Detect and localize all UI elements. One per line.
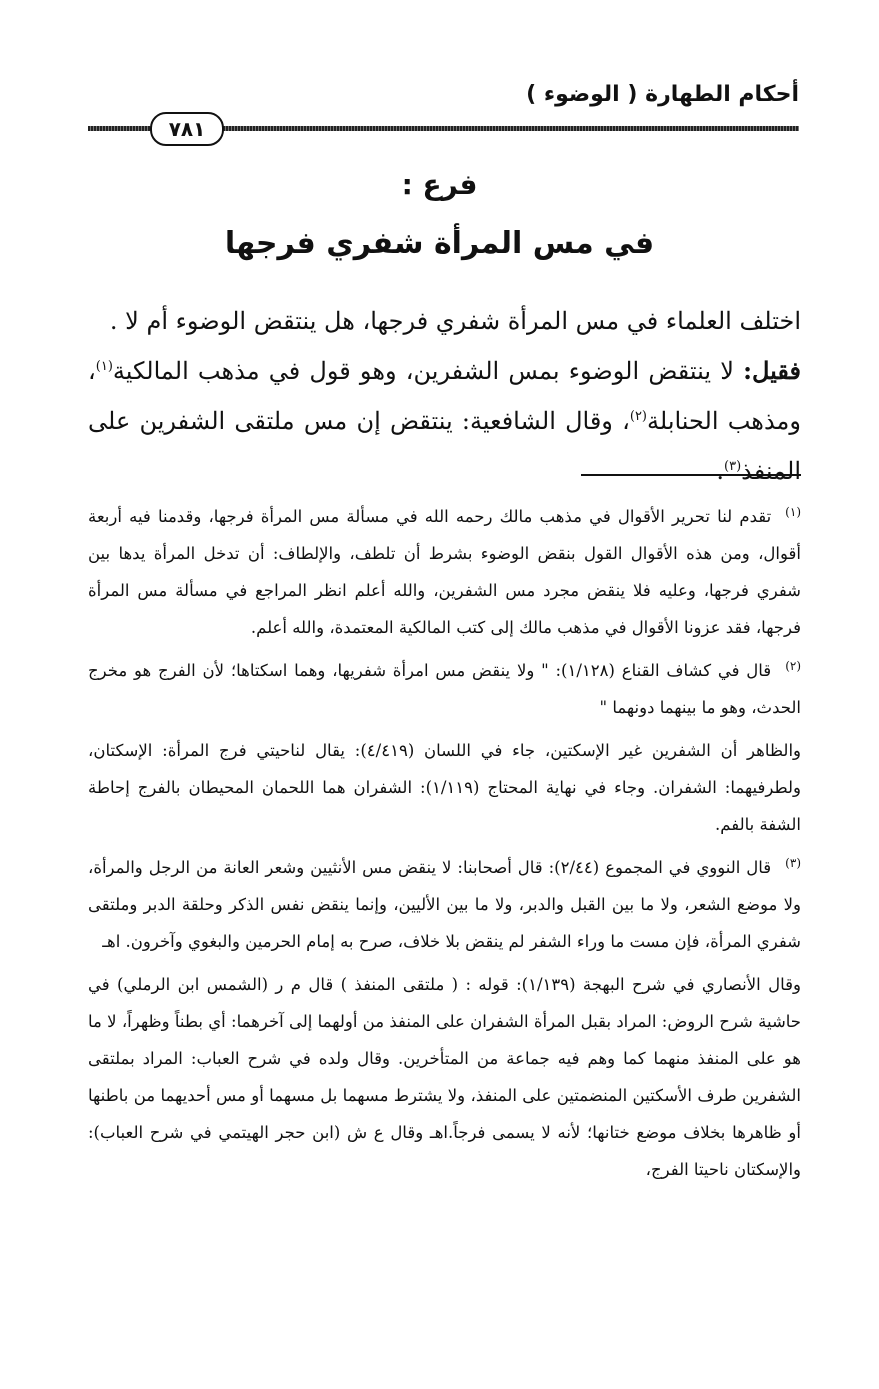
section-label: فرع : (401, 168, 478, 201)
footnote-text: قال النووي في المجموع (٢/٤٤): قال أصحابنا: لا ينقض مس الأنثيين وشعر العانة من الرجل والمرأة، ولا موضع الشعر، ولا ما بين القبل والدبر، ولا ما بين الأليين، وإنما ينقض نفس الذكر وحلقة الدبر وملتقى شفري المرأة، فإن مست ما وراء الشفر لم ينقض بلا خلاف، صرح به إمام الحرمين والبغوي وآخرون. اهـ (88, 858, 801, 951)
footnote-ref-3[interactable]: (٣) (724, 459, 742, 474)
footnote-text: قال في كشاف القناع (١/١٢٨): " ولا ينقض مس امرأة شفريها، وهما اسكتاها؛ لأن الفرج هو مخرج الحدث، وهو ما بينهما دونهما " (88, 661, 801, 717)
footnote-ref-1[interactable]: (١) (95, 359, 113, 374)
running-head: أحكام الطهارة ( الوضوء ) (526, 82, 799, 107)
footnote-ref-2[interactable]: (٢) (629, 409, 647, 424)
footnote-2-continuation: والظاهر أن الشفرين غير الإسكتين، جاء في اللسان (٤/٤١٩): يقال لناحيتي فرج المرأة: الإسكتان، ولطرفيهما: الشفران. وجاء في نهاية المحتاج (١/١١٩): الشفران هما اللحمان المحيطان بالفرج إحاطة الشفة بالفم. (88, 741, 802, 834)
section-title: في مس المرأة شفري فرجها (224, 226, 655, 261)
footnote-3 (88, 849, 801, 960)
footnote-1 (88, 498, 801, 646)
footnote-number: (٣) (785, 855, 801, 870)
footnote-number: (٢) (785, 658, 802, 673)
footnote-number: (١) (785, 504, 801, 519)
footnotes (88, 498, 801, 1194)
footnote-3-continuation: وقال الأنصاري في شرح البهجة (١/١٣٩): قوله : ( ملتقى المنفذ ) قال م ر (الشمس ابن الرملي) في حاشية شرح الروض: المراد بقبل المرأة الشفران على المنفذ من أولهما إلى آخرهما: أي بطناً وظهراً، لا ما هو على المنفذ منهما كما وهم فيه جماعة من المتأخرين. وقال ولده في شرح العباب: المراد بملتقى الشفرين طرف الأسكتين المنضمتين على المنفذ، ولا يشترط مسهما بل مسهما أو مس أحديهما من باطنها أو ظاهرها بخلاف موضع ختانها؛ لأنه لا يسمى فرجاً.اهـ وقال ع ش (ابن حجر الهيتمي في شرح العباب): والإسكتان ناحيتا الفرج، (88, 975, 801, 1179)
main-text-segment: لا ينتقض الوضوء بمس الشفرين، وهو قول في مذهب المالكية (112, 357, 744, 385)
footnote-text: تقدم لنا تحرير الأقوال في مذهب مالك رحمه الله في مسألة مس المرأة فرجها، وقدمنا فيه أربعة أقوال، ومن هذه الأقوال القول بنقض الوضوء بشرط أن تلطف، والإلطاف: أن تدخل المرأة يدها بين شفري فرجها، وعليه فلا ينقض مجرد مس الشفرين، والله أعلم انظر المراجع في مسألة مس المرأة فرجها، فقد عزونا الأقوال في مذهب مالك إلى كتب المالكية المعتمدة، والله أعلم. (88, 507, 801, 637)
footnote-separator (581, 474, 801, 476)
page-number: ٧٨١ (150, 112, 224, 146)
main-text-segment: . (716, 457, 725, 485)
main-paragraph-1: اختلف العلماء في مس المرأة شفري فرجها، هل ينتقض الوضوء أم لا . (109, 307, 801, 335)
main-text-segment: ، ومذهب الحنابلة (88, 357, 801, 435)
footnote-2 (88, 652, 801, 726)
main-text-segment: ، وقال الشافعية: ينتقض إن مس ملتقى الشفرين على المنفذ (88, 407, 801, 485)
main-text (88, 296, 801, 496)
lead-word: فقيل: (743, 356, 801, 385)
